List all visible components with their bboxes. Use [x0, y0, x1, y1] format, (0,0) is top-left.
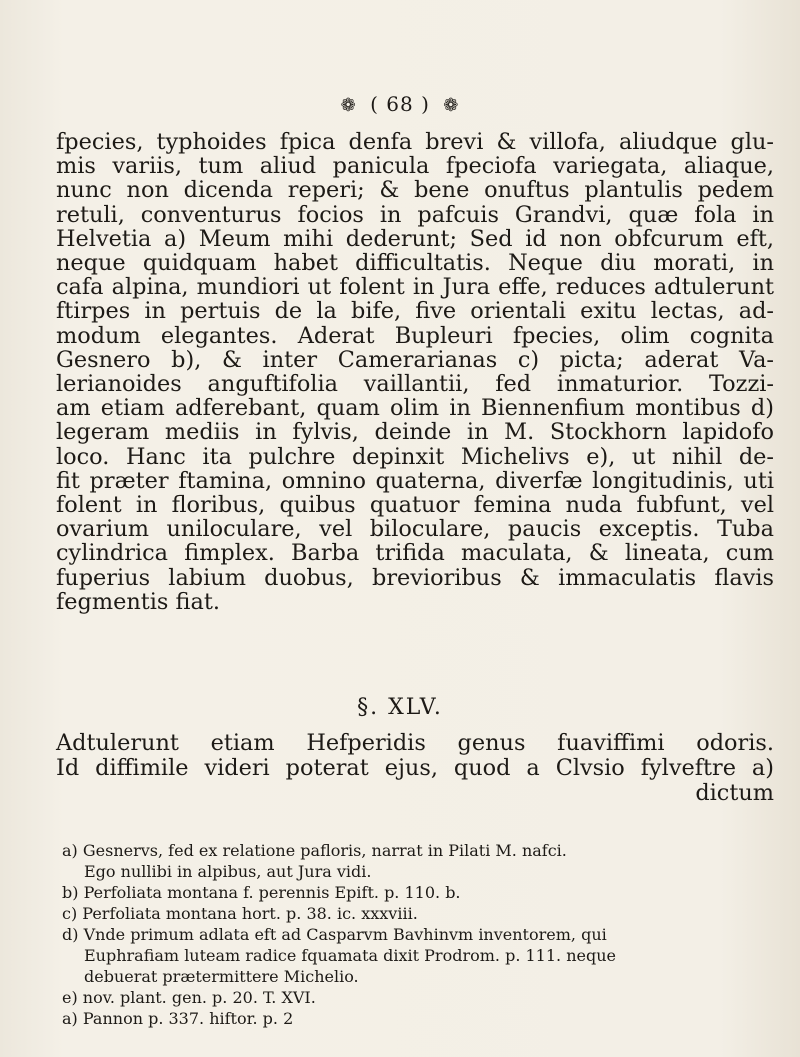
text-line: fit præter ftamina, omnino quaterna, diverfæ longitudinis, uti: [56, 467, 774, 494]
text-line: fpecies, typhoides fpica denfa brevi & villofa, aliudque glu-: [56, 129, 774, 155]
text-line: loco. Hanc ita pulchre depinxit Michelivs e), ut nihil de-: [56, 443, 774, 470]
left-ornament-icon: ❁: [340, 95, 357, 116]
catchword: dictum: [695, 780, 774, 806]
text-line: mis variis, tum aliud panicula fpeciofa variegata, aliaque,: [56, 153, 774, 180]
text-line: cafa alpina, mundiori ut folent in Jura effe, reduces adtulerunt: [56, 274, 774, 301]
text-line: am etiam adferebant, quam olim in Biennenfium montibus d): [56, 395, 774, 422]
text-line: legeram mediis in fylvis, deinde in M. Stockhorn lapidofo: [56, 419, 774, 446]
footnote: d) Vnde primum adlata eft ad Casparvm Bavhinvm inventorem, qui: [62, 925, 607, 944]
footnote: a) Gesnervs, fed ex relatione pafloris, narrat in Pilati M. nafci.: [62, 841, 567, 860]
text-line: ftirpes in pertuis de la bife, five orientali exitu lectas, ad-: [56, 298, 774, 325]
section-heading: §. XLV.: [357, 695, 443, 720]
footnote: b) Perfoliata montana f. perennis Epift. p. 110. b.: [62, 883, 461, 902]
second-paragraph: [56, 731, 774, 806]
text-line: folent in floribus, quibus quatuor femina nuda fubfunt, vel: [56, 492, 774, 519]
text-line: fegmentis fiat.: [56, 588, 220, 615]
text-line: lerianoides anguftifolia vaillantii, fed inmaturior. Tozzi-: [56, 371, 774, 398]
text-line: Gesnero b), & inter Camerarianas c) picta; aderat Va-: [56, 346, 774, 373]
footnote: c) Perfoliata montana hort. p. 38. ic. xxxviii.: [62, 904, 418, 923]
right-ornament-icon: ❁: [443, 95, 460, 116]
page-number: ( 68 ): [370, 92, 430, 116]
page-header: [0, 92, 800, 116]
footnote: e) nov. plant. gen. p. 20. T. XVI.: [62, 988, 316, 1007]
footnote-continuation: debuerat prætermittere Michelio.: [84, 967, 359, 986]
footnote-continuation: Ego nullibi in alpibus, aut Jura vidi.: [84, 862, 372, 881]
text-line: Adtulerunt etiam Hefperidis genus fuaviffimi odoris.: [56, 730, 774, 756]
text-line: Id diffimile videri poterat ejus, quod a Clvsio fylveftre a): [56, 755, 774, 781]
text-line: modum elegantes. Aderat Bupleuri fpecies, olim cognita: [56, 322, 774, 349]
text-line: Helvetia a) Meum mihi dederunt; Sed id non obfcurum eft,: [56, 225, 774, 252]
text-line: retuli, conventurus focios in pafcuis Grandvi, quæ fola in: [56, 201, 774, 228]
text-line: nunc non dicenda reperi; & bene onuftus plantulis pedem: [56, 177, 774, 204]
text-line: fuperius labium duobus, brevioribus & immaculatis flavis: [56, 564, 774, 591]
footnote: a) Pannon p. 337. hiftor. p. 2: [62, 1009, 294, 1028]
text-line: neque quidquam habet difficultatis. Neque diu morati, in: [56, 250, 774, 277]
text-line: ovarium uniloculare, vel biloculare, paucis exceptis. Tuba: [56, 516, 774, 543]
text-line: cylindrica fimplex. Barba trifida maculata, & lineata, cum: [56, 540, 774, 567]
footnote-continuation: Euphrafiam luteam radice fquamata dixit Prodrom. p. 111. neque: [84, 946, 616, 965]
footnotes: [62, 840, 774, 1029]
main-paragraph: [56, 130, 774, 614]
